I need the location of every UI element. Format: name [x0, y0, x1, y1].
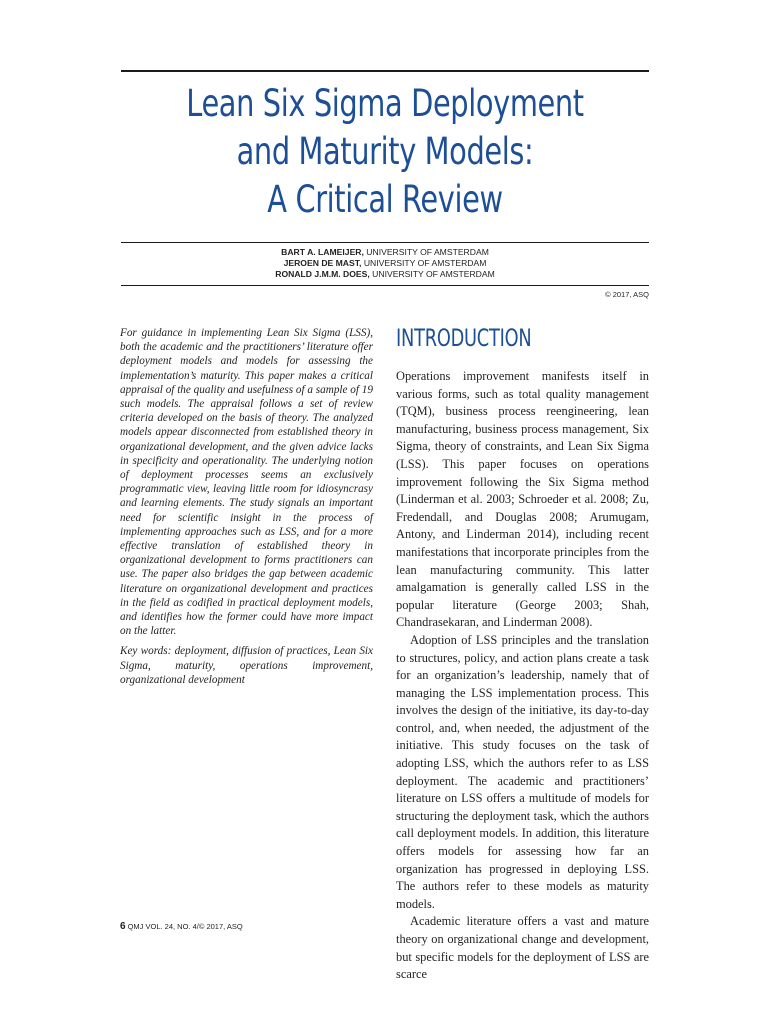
- author-list: [121, 247, 649, 280]
- title-line: and Maturity Models:: [236, 130, 534, 173]
- author-name: BART A. LAMEIJER,: [281, 247, 364, 257]
- title-line: A Critical Review: [267, 178, 503, 221]
- article-title: [179, 80, 591, 224]
- abstract: [120, 326, 373, 687]
- author-affiliation: UNIVERSITY OF AMSTERDAM: [361, 258, 487, 268]
- author-affiliation: UNIVERSITY OF AMSTERDAM: [363, 247, 489, 257]
- author-name: RONALD J.M.M. DOES,: [275, 269, 370, 279]
- author-divider: [121, 285, 649, 286]
- section-heading: INTRODUCTION: [396, 324, 532, 352]
- author-line: [121, 247, 649, 258]
- body-paragraph: Operations improvement manifests itself in various forms, such as total quality management (TQM), business process reengineering, lean manufacturing, business process management, Six Sigma, theory of constraints, and Lean Six Sigma (LSS). This paper focuses on operations improvement following the Six Sigma method (Linderman et al. 2003; Schroeder et al. 2008; Zu, Fredendall, and Douglas 2008; Arumugam, Antony, and Linderman 2014), including recent manifestations that incorporate principles from the lean manufacturing community. This latter amalgamation is generally called LSS in the popular literature (George 2003; Shah, Chandrasekaran, and Linderman 2008).: [396, 369, 649, 630]
- author-line: [121, 269, 649, 280]
- body-paragraph: Academic literature offers a vast and mature theory on organizational change and development, but specific models for the deployment of LSS are scarce: [396, 914, 649, 982]
- title-line: Lean Six Sigma Deployment: [186, 82, 584, 125]
- page-footer: [120, 921, 243, 932]
- introduction-body: [396, 368, 649, 984]
- journal-citation: QMJ VOL. 24, NO. 4/© 2017, ASQ: [127, 922, 243, 931]
- keywords: Key words: deployment, diffusion of practices, Lean Six Sigma, maturity, operations improvement, organizational development: [120, 645, 373, 686]
- title-divider: [121, 242, 649, 243]
- abstract-text: For guidance in implementing Lean Six Sigma (LSS), both the academic and the practitioners’ literature offer deployment models and models for assessing the implementation’s maturity. This paper makes a critical appraisal of the quality and usefulness of a sample of 19 such models. The appraisal follows a set of review criteria developed on the basis of theory. The analyzed models appear disconnected from established theory in organizational development, and the given advice lacks in specificity and operationality. The underlying notion of deployment processes seems an exclusively programmatic view, leaving little room for idiosyncrasy and learning elements. The study signals an important need for scientific insight in the process of implementing approaches such as LSS, and for a more effective translation of established theory in organizational development to forms practitioners can use. The paper also bridges the gap between academic literature on organizational development and practices in the field as codified in practical deployment models, and identifies how the former could have more impact on the latter.: [120, 327, 373, 638]
- top-rule: [121, 70, 649, 72]
- page-number: 6: [120, 921, 126, 932]
- author-line: [121, 258, 649, 269]
- author-name: JEROEN DE MAST,: [283, 258, 362, 268]
- body-paragraph: Adoption of LSS principles and the translation to structures, policy, and action plans create a task for an organization’s leadership, namely that of managing the LSS implementation process. This involves the design of the initiative, its day-to-day control, and, when needed, the adjustment of the initiative. This study focuses on the task of adopting LSS, which the authors refer to as LSS deployment. The academic and practitioners’ literature on LSS offers a multitude of models for structuring the deployment task, which the authors call deployment models. In addition, this literature offers models for assessing how far an organization has progressed in deploying LSS. The authors refer to these models as maturity models.: [396, 632, 649, 911]
- author-affiliation: UNIVERSITY OF AMSTERDAM: [369, 269, 495, 279]
- copyright-notice: © 2017, ASQ: [605, 290, 649, 299]
